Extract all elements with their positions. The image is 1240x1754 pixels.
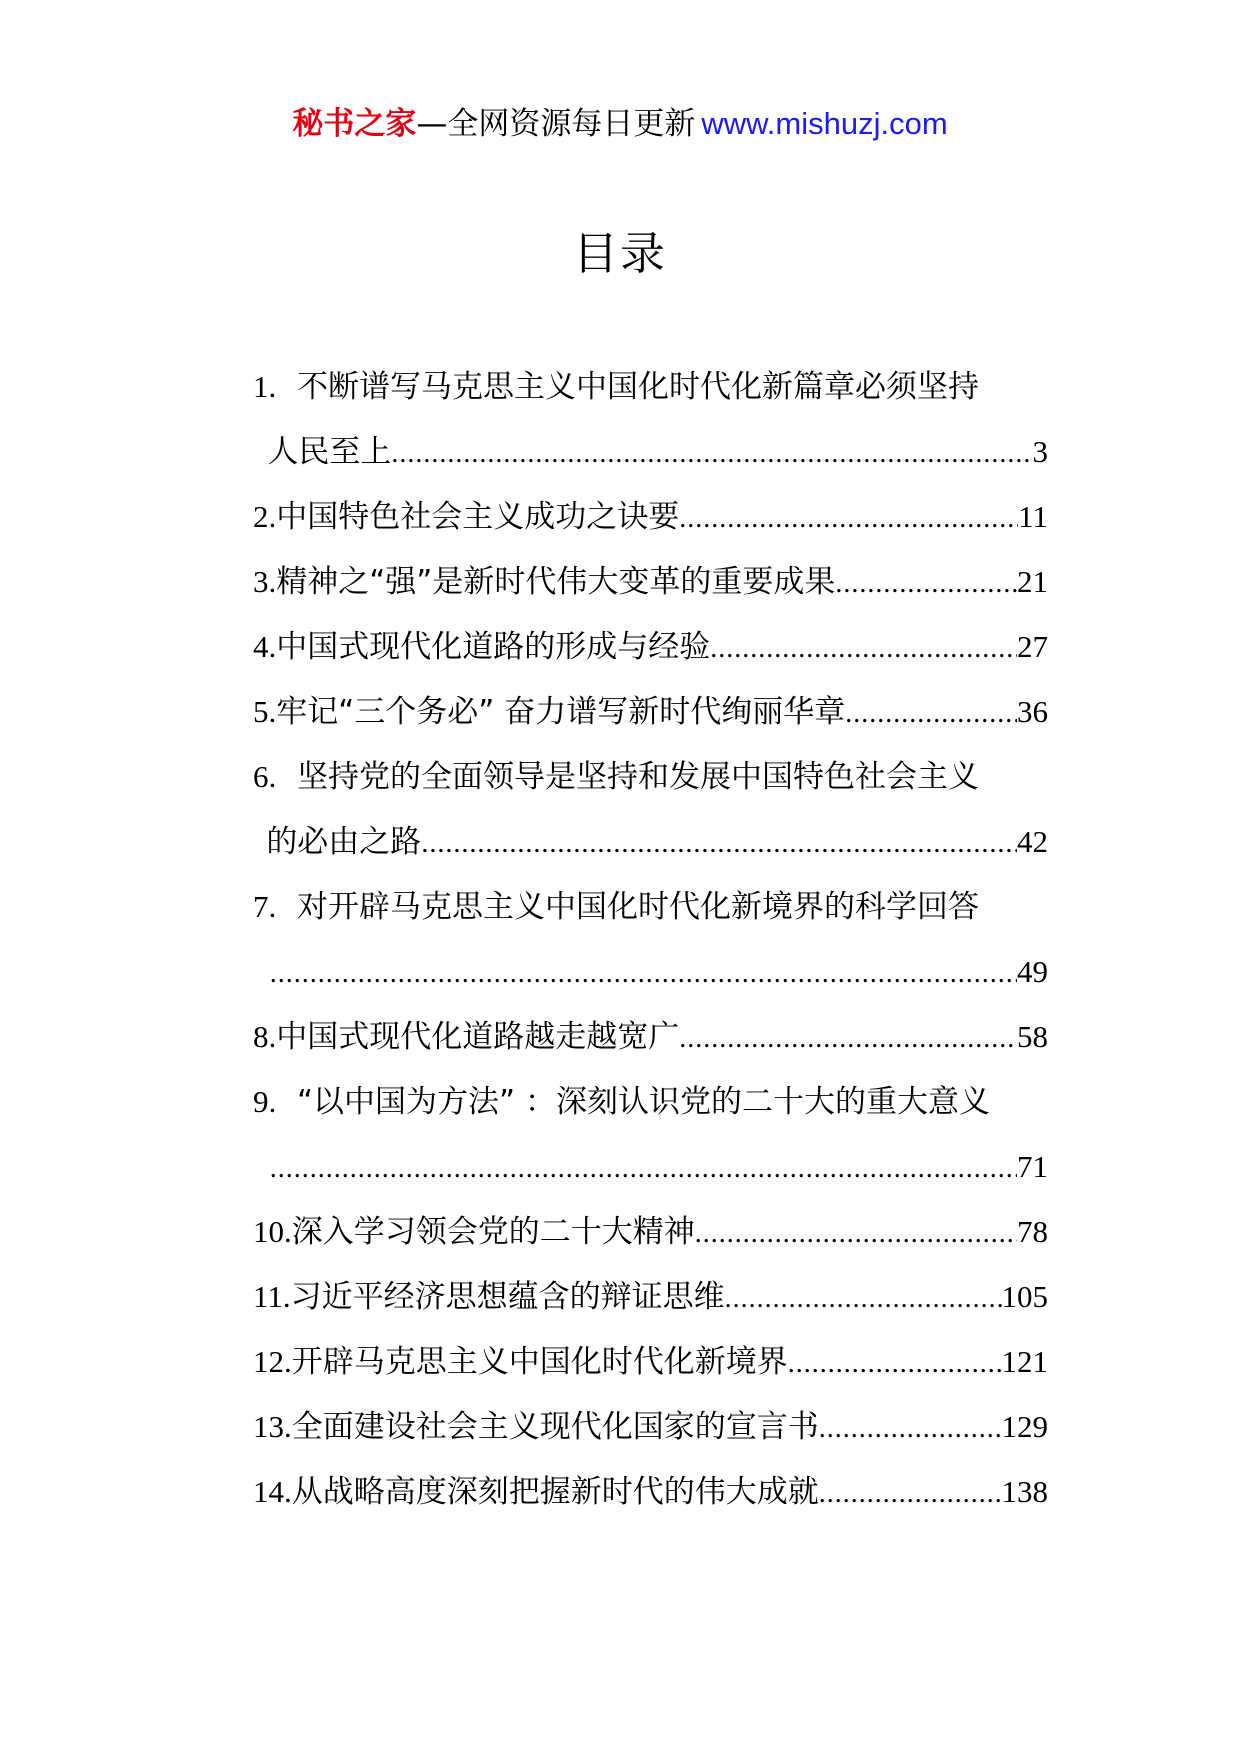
toc-row (253, 1069, 1048, 1134)
toc-page-number: 121 (1001, 1344, 1048, 1379)
toc-row (253, 1199, 1048, 1264)
toc-row (253, 679, 1048, 744)
toc-number: 7. (253, 889, 277, 924)
toc-leader-dots (679, 486, 1018, 551)
toc-entry[interactable] (253, 354, 1048, 484)
toc-page-number: 129 (1001, 1409, 1048, 1444)
toc-leader-dots (391, 421, 1032, 486)
toc-title: 的必由之路 (266, 824, 422, 860)
toc-entry[interactable] (253, 1459, 1048, 1524)
toc-page-number: 27 (1017, 629, 1048, 664)
toc-row (253, 1134, 1048, 1199)
toc-entry[interactable] (253, 1329, 1048, 1394)
brand-name: 秘书之家 (292, 106, 417, 142)
toc-entry[interactable] (253, 484, 1048, 549)
toc-page-number: 42 (1017, 824, 1048, 859)
toc-title: 不断谱写马克思主义中国化时代化新篇章必须坚持 (297, 369, 979, 405)
toc-page-number: 21 (1017, 564, 1048, 599)
toc-title: 人民至上 (267, 434, 392, 470)
toc-number: 1. (253, 369, 277, 404)
toc-row (253, 614, 1048, 679)
toc-page-number: 71 (1017, 1149, 1048, 1184)
toc-page-number: 36 (1017, 694, 1048, 729)
toc-number: 2. (253, 499, 277, 534)
toc-title: 牢记“三个务必” 奋力谱写新时代绚丽华章 (276, 694, 846, 730)
toc-leader-dots (819, 1396, 1002, 1461)
toc-title: 从战略高度深刻把握新时代的伟大成就 (291, 1474, 819, 1510)
toc-leader-dots (421, 811, 1017, 876)
toc-title: 中国特色社会主义成功之诀要 (276, 499, 680, 535)
toc-entry[interactable] (253, 679, 1048, 744)
toc-row (253, 354, 1048, 419)
toc-title: “以中国为方法” ：深刻认识党的二十大的重大意义 (297, 1084, 990, 1120)
toc-row (253, 1264, 1048, 1329)
toc-leader-dots (845, 681, 1017, 746)
toc-entry[interactable] (253, 1199, 1048, 1264)
toc-row (253, 1004, 1048, 1069)
toc-leader-dots (710, 616, 1017, 681)
toc-number: 14. (253, 1474, 292, 1509)
toc-number: 8. (253, 1019, 277, 1054)
toc-leader-dots (270, 941, 1017, 1006)
toc-page-number: 11 (1018, 499, 1048, 534)
toc-row (253, 1329, 1048, 1394)
toc-title: 开辟马克思主义中国化时代化新境界 (291, 1344, 788, 1380)
toc-leader-dots (270, 1136, 1017, 1201)
header-tagline: —全网资源每日更新 (416, 106, 696, 142)
toc-leader-dots (835, 551, 1017, 616)
toc-number: 10. (253, 1214, 292, 1249)
toc-number: 3. (253, 564, 277, 599)
toc-title: 坚持党的全面领导是坚持和发展中国特色社会主义 (297, 759, 979, 795)
toc-leader-dots (819, 1461, 1002, 1526)
toc-title: 中国式现代化道路越走越宽广 (276, 1019, 680, 1055)
toc-leader-dots (725, 1266, 1002, 1331)
toc-row (253, 744, 1048, 809)
toc-title: 习近平经济思想蕴含的辩证思维 (290, 1279, 725, 1315)
toc-number: 6. (253, 759, 277, 794)
toc-entry[interactable] (253, 1004, 1048, 1069)
toc-entry[interactable] (253, 1069, 1048, 1199)
toc-page-number: 3 (1032, 434, 1048, 469)
toc-title: 深入学习领会党的二十大精神 (291, 1214, 695, 1250)
toc-entry[interactable] (253, 614, 1048, 679)
toc-number: 11. (253, 1279, 291, 1314)
toc-entry[interactable] (253, 549, 1048, 614)
table-of-contents (253, 354, 1048, 1524)
toc-number: 4. (253, 629, 277, 664)
site-link[interactable]: www.mishuzj.com (701, 106, 948, 141)
toc-row (253, 809, 1048, 874)
toc-row (253, 484, 1048, 549)
page-title: 目录 (572, 227, 667, 280)
toc-title: 精神之“强”是新时代伟大变革的重要成果 (276, 564, 836, 600)
toc-leader-dots (679, 1006, 1017, 1071)
toc-number: 5. (253, 694, 277, 729)
toc-number: 13. (253, 1409, 292, 1444)
toc-row (253, 1394, 1048, 1459)
toc-number: 9. (253, 1084, 277, 1119)
toc-entry[interactable] (253, 744, 1048, 874)
toc-title: 中国式现代化道路的形成与经验 (276, 629, 711, 665)
toc-page-number: 138 (1001, 1474, 1048, 1509)
watermark-header (0, 102, 1240, 146)
toc-page-number: 58 (1017, 1019, 1048, 1054)
toc-page-number: 49 (1017, 954, 1048, 989)
toc-leader-dots (695, 1201, 1017, 1266)
toc-row (253, 874, 1048, 939)
toc-title: 对开辟马克思主义中国化时代化新境界的科学回答 (297, 889, 979, 925)
toc-entry[interactable] (253, 1264, 1048, 1329)
toc-leader-dots (788, 1331, 1002, 1396)
toc-row (253, 549, 1048, 614)
toc-entry[interactable] (253, 1394, 1048, 1459)
toc-page-number: 105 (1001, 1279, 1048, 1314)
toc-page-number: 78 (1017, 1214, 1048, 1249)
toc-row (253, 419, 1048, 484)
toc-row (253, 939, 1048, 1004)
toc-title: 全面建设社会主义现代化国家的宣言书 (291, 1409, 819, 1445)
toc-entry[interactable] (253, 874, 1048, 1004)
toc-number: 12. (253, 1344, 292, 1379)
toc-row (253, 1459, 1048, 1524)
